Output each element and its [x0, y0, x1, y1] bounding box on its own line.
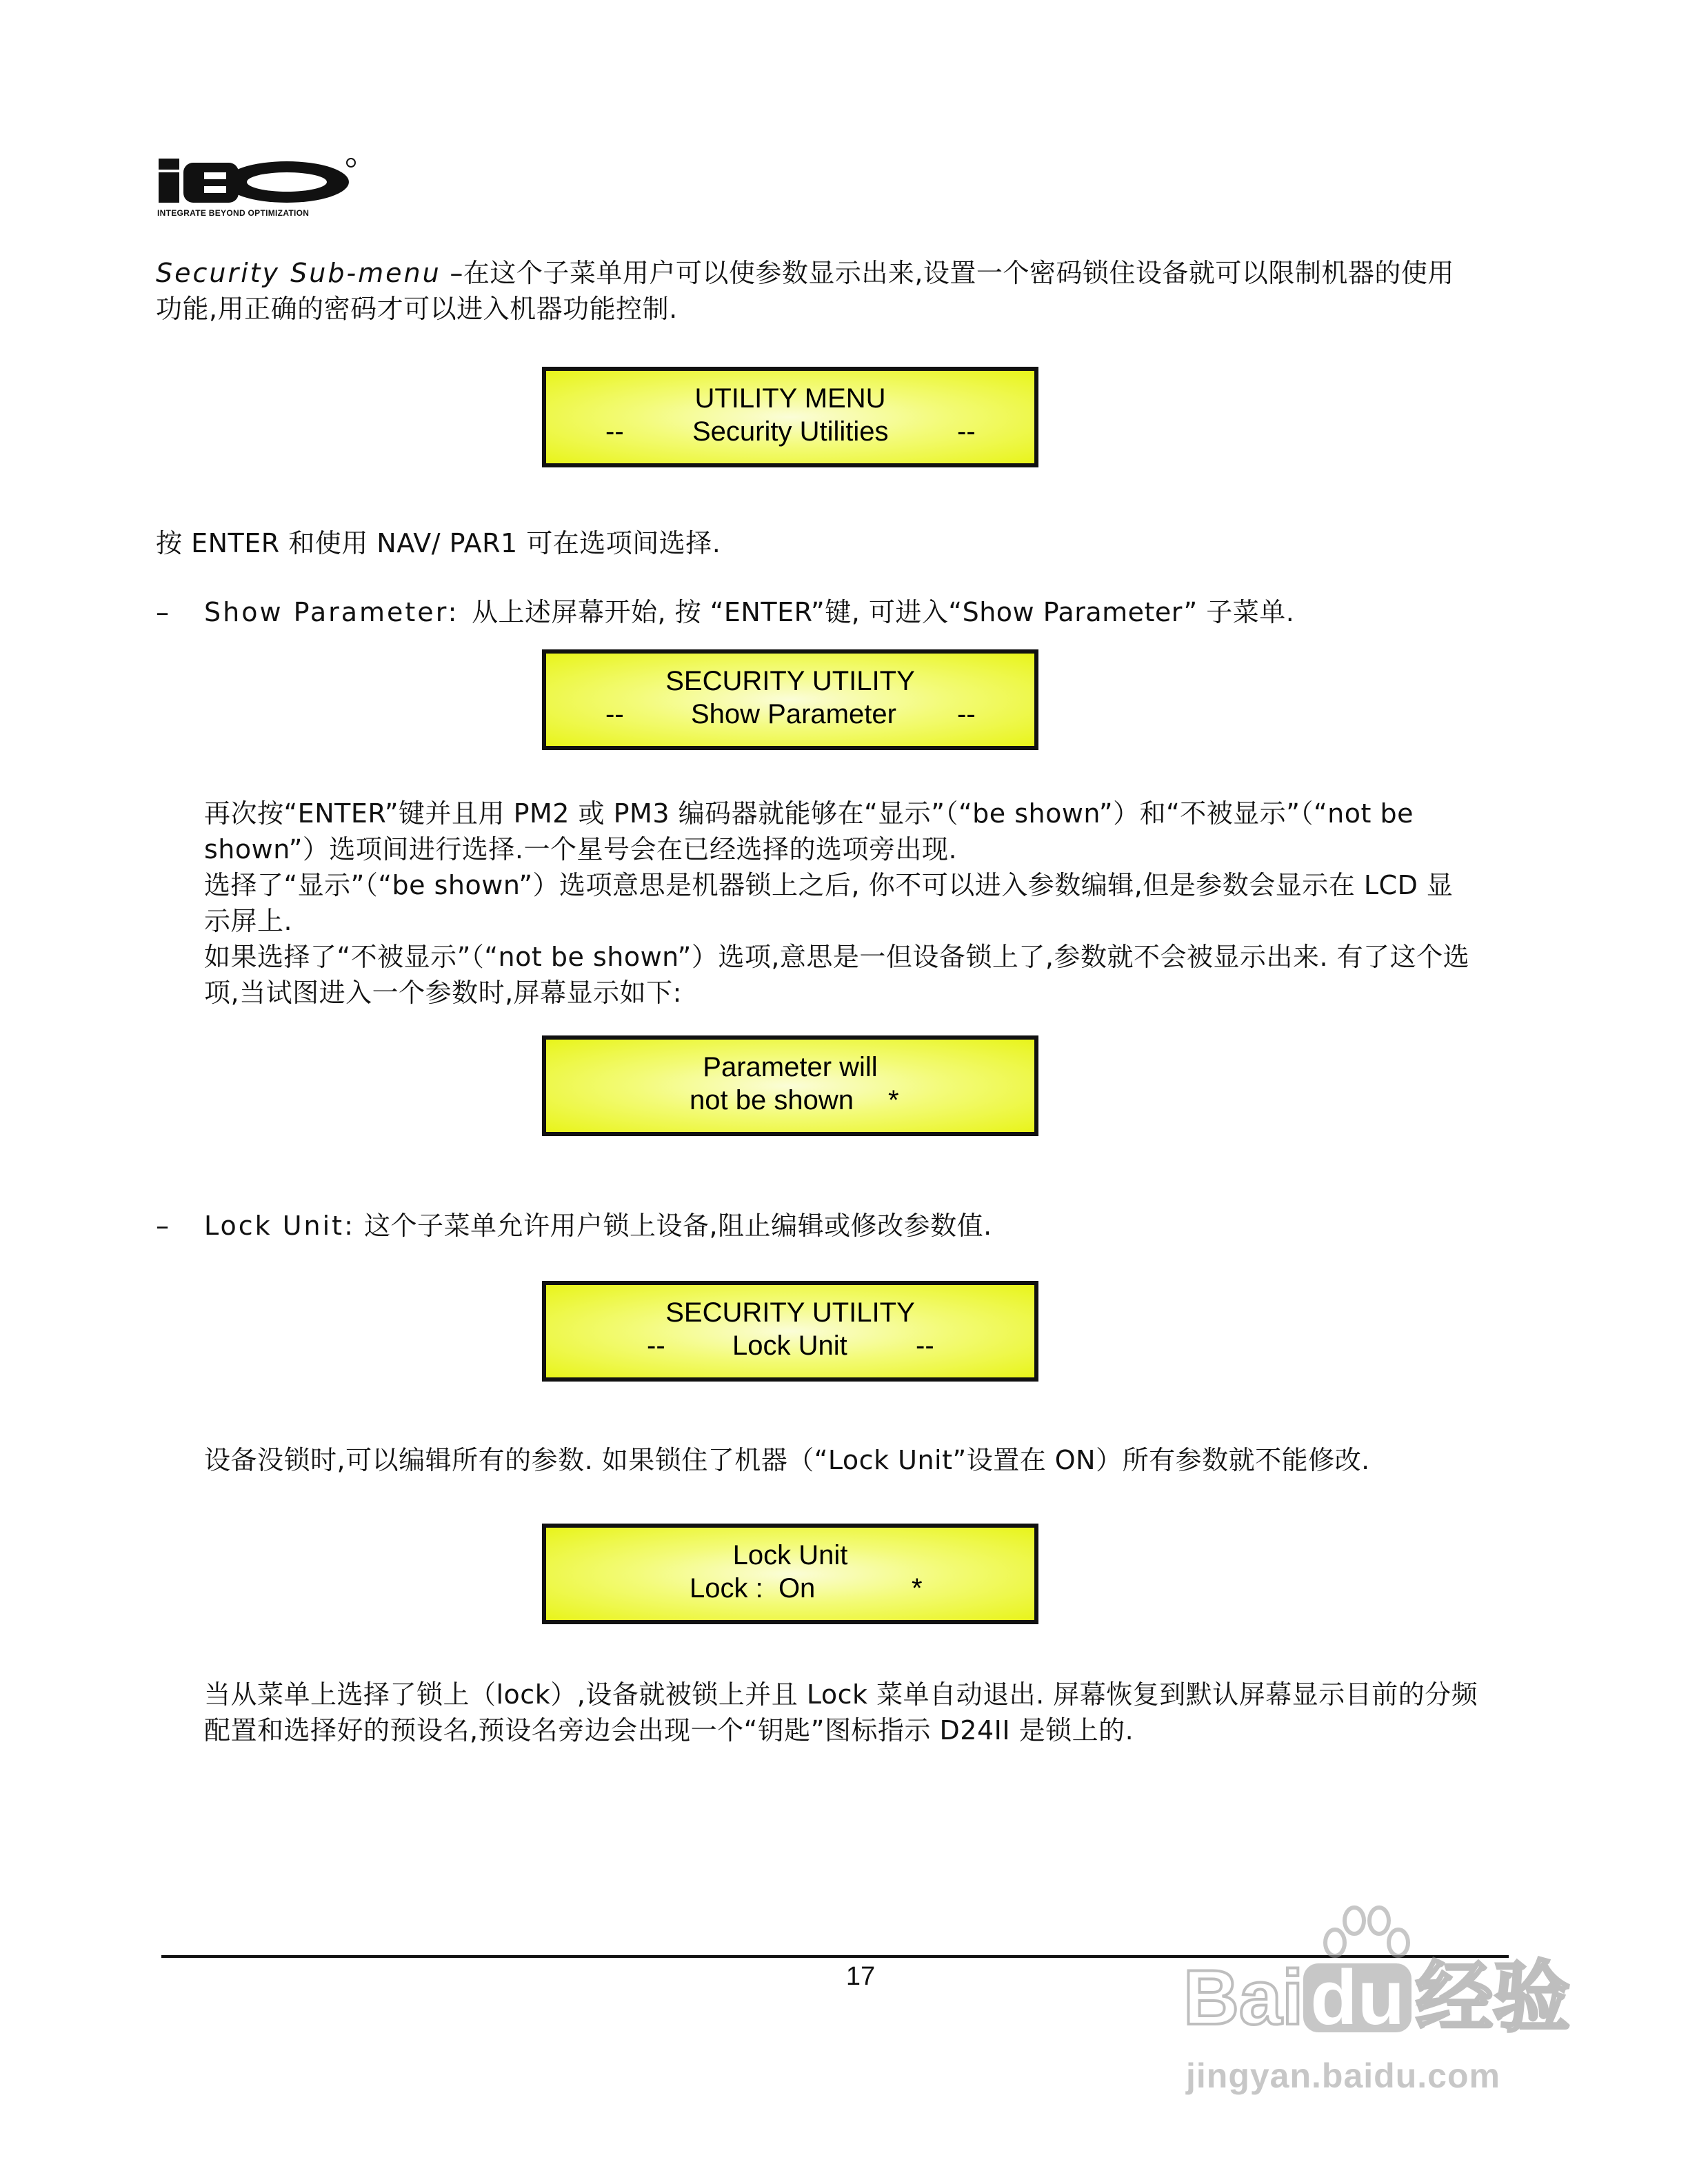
bullet-dash: – — [156, 597, 170, 627]
lcd-center-text: Lock Unit — [732, 1331, 847, 1361]
show-parameter-text: 从上述屏幕开始, 按 “ENTER”键, 可进入“Show Parameter” 子菜单. — [472, 597, 1295, 627]
page-number: 17 — [845, 1962, 876, 1991]
desc-line: 配置和选择好的预设名,预设名旁边会出现一个“钥匙”图标指示 D24II 是锁上的. — [204, 1715, 1134, 1746]
desc-line: 项,当试图进入一个参数时,屏幕显示如下: — [204, 978, 682, 1008]
ibo-logo — [156, 156, 356, 225]
lcd-line-1: SECURITY UTILITY — [665, 1297, 915, 1328]
show-parameter-description — [204, 796, 1528, 1011]
lcd-line-1: Lock Unit — [732, 1540, 848, 1570]
nav-instruction: 按 ENTER 和使用 NAV/ PAR1 可在选项间选择. — [156, 528, 721, 558]
intro-line-2: 功能,用正确的密码才可以进入机器功能控制. — [156, 294, 678, 324]
lcd-center-text: Lock : On — [690, 1573, 816, 1604]
lcd-selection-asterisk: * — [912, 1573, 923, 1604]
lcd-left-marker: -- — [605, 699, 624, 729]
lcd-parameter-hidden — [542, 1035, 1038, 1136]
bullet-dash: – — [156, 1211, 170, 1241]
baidu-watermark — [1183, 1903, 1583, 2110]
lcd-show-parameter — [542, 649, 1038, 750]
desc-line: 当从菜单上选择了锁上（lock）,设备就被锁上并且 Lock 菜单自动退出. 屏幕恢复到默认屏幕显示目前的分频 — [204, 1679, 1478, 1710]
lcd-right-marker: -- — [957, 699, 976, 729]
lcd-utility-menu — [542, 367, 1038, 467]
lcd-lock-unit-menu — [542, 1281, 1038, 1382]
show-parameter-item — [156, 594, 1295, 630]
lcd-center-text: Show Parameter — [691, 699, 896, 729]
lcd-line-1: UTILITY MENU — [694, 383, 886, 414]
desc-line: shown”）选项间进行选择.一个星号会在已经选择的选项旁出现. — [204, 834, 958, 865]
lcd-left-marker: -- — [605, 416, 624, 447]
lcd-line-1: SECURITY UTILITY — [665, 666, 915, 696]
lock-unit-term: Lock Unit: — [204, 1211, 355, 1241]
lock-unit-description: 设备没锁时,可以编辑所有的参数. 如果锁住了机器（“Lock Unit”设置在 ON）所有参数就不能修改. — [204, 1445, 1370, 1475]
lock-unit-text: 这个子菜单允许用户锁上设备,阻止编辑或修改参数值. — [364, 1211, 992, 1241]
intro-term: Security Sub-menu — [156, 258, 441, 288]
desc-line: 如果选择了“不被显示”（“not be shown”）选项,意思是一但设备锁上了,参数就不会被显示出来. 有了这个选 — [204, 942, 1470, 972]
desc-line: 选择了“显示”（“be shown”）选项意思是机器锁上之后, 你不可以进入参数编辑,但是参数会显示在 LCD 显 — [204, 870, 1454, 900]
lcd-center-text: not be shown — [690, 1085, 854, 1115]
show-parameter-term: Show Parameter: — [204, 597, 459, 627]
lock-result-description — [204, 1677, 1528, 1748]
ibo-logo-mark — [156, 156, 356, 204]
desc-line: 再次按“ENTER”键并且用 PM2 或 PM3 编码器就能够在“显示”（“be shown”）和“不被显示”（“not be — [204, 798, 1414, 829]
lcd-right-marker: -- — [916, 1331, 934, 1361]
watermark-brand: Baidu 经验 — [1183, 1954, 1571, 2041]
watermark-url: jingyan.baidu.com — [1186, 2056, 1500, 2095]
lcd-lock-on — [542, 1524, 1038, 1624]
lcd-left-marker: -- — [647, 1331, 665, 1361]
intro-line-1: Security Sub-menu –在这个子菜单用户可以使参数显示出来,设置一个密码锁住设备就可以限制机器的使用 — [156, 258, 1454, 288]
lcd-center-text: Security Utilities — [692, 416, 889, 447]
lcd-line-1: Parameter will — [703, 1052, 878, 1082]
lock-unit-item — [156, 1208, 992, 1244]
logo-tagline: INTEGRATE BEYOND OPTIMIZATION — [157, 208, 310, 218]
desc-line: 示屏上. — [204, 906, 293, 936]
lcd-selection-asterisk: * — [888, 1085, 899, 1115]
lcd-right-marker: -- — [957, 416, 976, 447]
intro-paragraph — [156, 255, 1535, 327]
intro-text: 在这个子菜单用户可以使参数显示出来,设置一个密码锁住设备就可以限制机器的使用 — [463, 258, 1454, 288]
